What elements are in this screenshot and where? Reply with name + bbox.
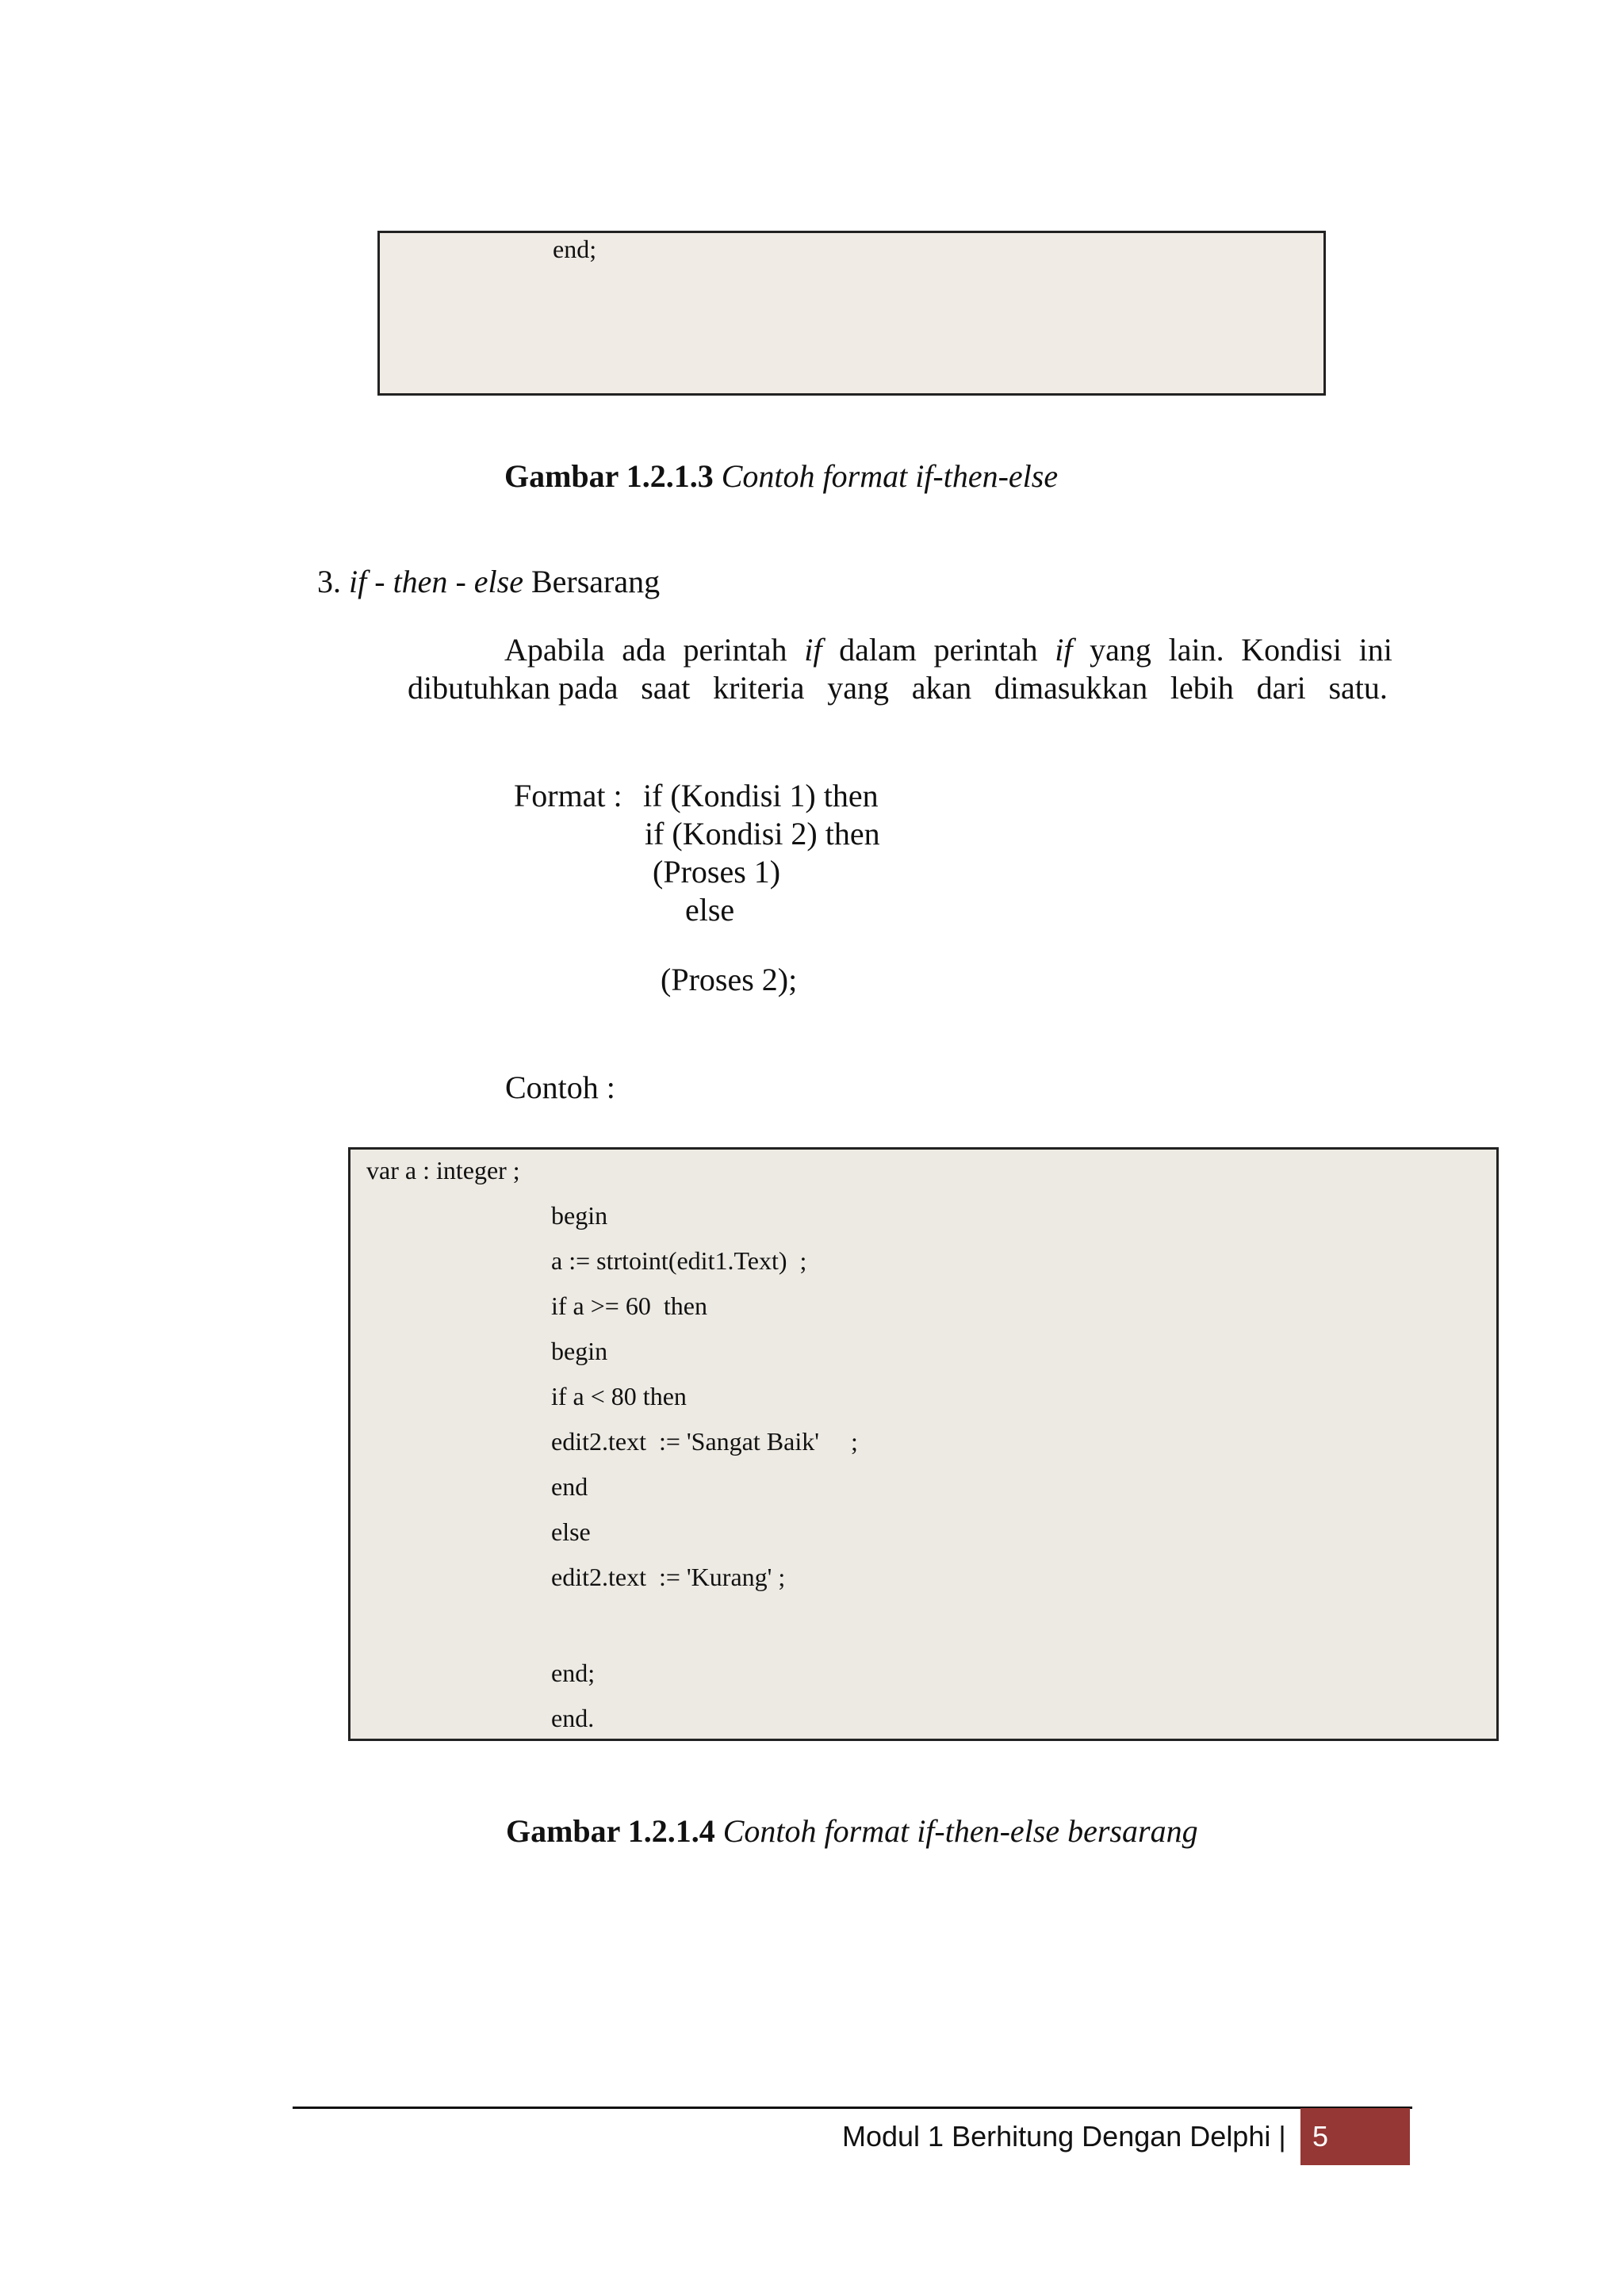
code-line: edit2.text := 'Kurang' ; — [551, 1563, 786, 1591]
format-line: (Proses 1) — [653, 854, 781, 890]
code-line: end — [551, 1472, 588, 1501]
code-line: begin — [551, 1201, 608, 1230]
example-label: Contoh : — [505, 1070, 615, 1105]
paragraph-line-2 — [408, 672, 1388, 704]
code-line: var a : integer ; — [366, 1156, 520, 1184]
section-heading — [317, 566, 660, 598]
word: akan — [911, 670, 972, 706]
word: yang — [827, 670, 890, 706]
word: perintah — [683, 632, 787, 668]
word: dalam — [839, 632, 917, 668]
word: kriteria — [713, 670, 805, 706]
figure-caption-2 — [506, 1812, 1198, 1850]
word: Apabila — [504, 632, 605, 668]
keyword-else: else — [473, 564, 523, 599]
word: saat — [641, 670, 691, 706]
word: dari — [1256, 670, 1306, 706]
figure-label: Gambar 1.2.1.3 — [504, 458, 714, 494]
code-line: if a < 80 then — [551, 1382, 687, 1410]
format-line: if (Kondisi 2) then — [645, 816, 880, 851]
word-italic: if — [804, 632, 822, 668]
word: perintah — [933, 632, 1038, 668]
format-line: (Proses 2); — [661, 962, 798, 997]
code-line: else — [551, 1517, 591, 1546]
separator: - — [366, 564, 393, 599]
code-box-continuation — [377, 231, 1326, 396]
separator: - — [447, 564, 474, 599]
word: satu. — [1328, 670, 1388, 706]
word: lebih — [1170, 670, 1234, 706]
code-line: end. — [551, 1704, 595, 1732]
code-line: a := strtoint(edit1.Text) ; — [551, 1246, 807, 1275]
format-label: Format : — [514, 778, 622, 813]
code-line: end; — [553, 235, 597, 263]
code-line: if a >= 60 then — [551, 1292, 707, 1320]
paragraph-line-1 — [504, 634, 1392, 666]
format-line: if (Kondisi 1) then — [643, 778, 879, 813]
code-box-example — [348, 1147, 1499, 1741]
section-title: Bersarang — [523, 564, 661, 599]
word: Kondisi — [1241, 632, 1342, 668]
word: lain. — [1168, 632, 1224, 668]
word: ada — [622, 632, 666, 668]
format-line: else — [685, 892, 735, 928]
page-number-badge — [1300, 2108, 1410, 2165]
footer-divider — [293, 2107, 1412, 2109]
section-number: 3. — [317, 564, 341, 599]
page-number: 5 — [1312, 2120, 1329, 2152]
word-italic: if — [1055, 632, 1073, 668]
figure-title: Contoh format if-then-else bersarang — [722, 1813, 1198, 1849]
code-line: begin — [551, 1337, 608, 1365]
figure-caption-1 — [504, 457, 1058, 495]
word: dibutuhkan pada — [408, 670, 619, 706]
word: dimasukkan — [994, 670, 1148, 706]
word: ini — [1358, 632, 1392, 668]
figure-title: Contoh format if-then-else — [721, 458, 1059, 494]
figure-label: Gambar 1.2.1.4 — [506, 1813, 715, 1849]
keyword-if: if — [349, 564, 367, 599]
keyword-then: then — [393, 564, 448, 599]
code-line: edit2.text := 'Sangat Baik' ; — [551, 1427, 858, 1456]
footer-module-title: Modul 1 Berhitung Dengan Delphi | — [842, 2120, 1286, 2152]
code-line: end; — [551, 1659, 596, 1687]
word: yang — [1090, 632, 1151, 668]
